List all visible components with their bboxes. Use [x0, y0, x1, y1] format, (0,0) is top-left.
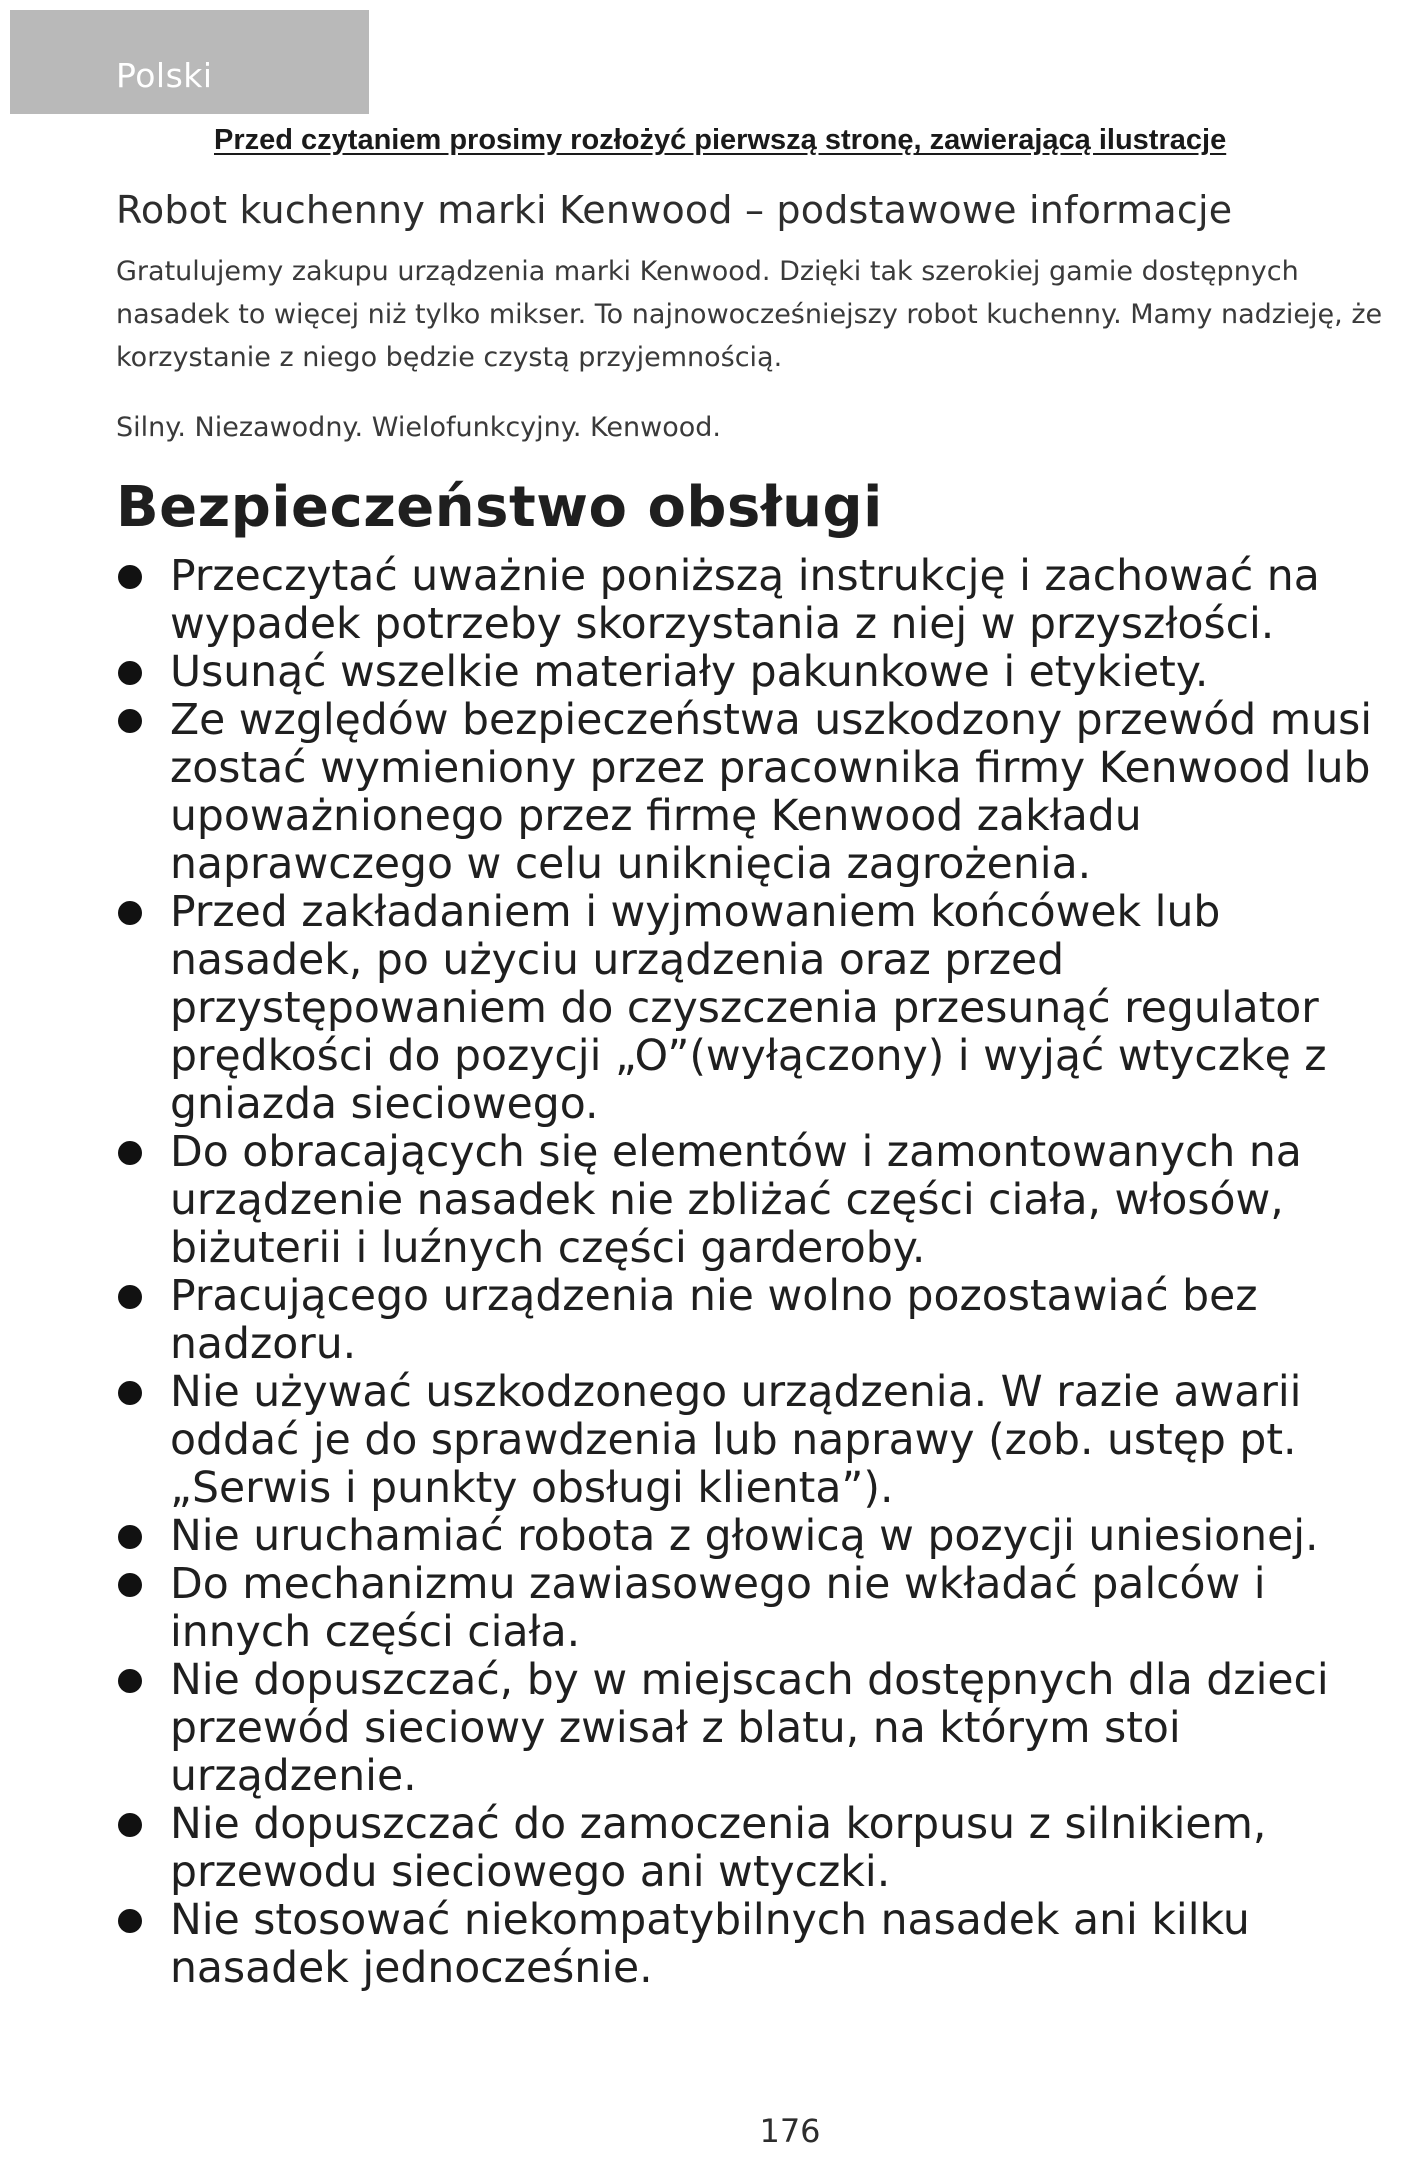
- safety-item: [116, 1801, 1406, 1897]
- bullet-icon: [118, 1285, 142, 1309]
- safety-item-text: Ze względów bezpieczeństwa uszkodzony przewód musi zostać wymieniony przez pracownika firmy Kenwood lub upoważnionego przez firmę Kenwood zakładu naprawczego w celu uniknięcia zagrożenia.: [170, 696, 1373, 889]
- page-number: 176: [759, 2112, 821, 2150]
- bullet-icon: [118, 1381, 142, 1405]
- intro-paragraph: Gratulujemy zakupu urządzenia marki Kenwood. Dzięki tak szerokiej gamie dostępnych nasadek to więcej niż tylko mikser. To najnowocześniejszy robot kuchenny. Mamy nadzieję, że korzystanie z niego będzie czystą przyjemnością.: [116, 256, 1383, 373]
- bullet-icon: [118, 709, 142, 733]
- safety-item-text: Nie stosować niekompatybilnych nasadek ani kilku nasadek jednocześnie.: [170, 1896, 1250, 1993]
- bullet-icon: [118, 661, 142, 685]
- safety-item: [116, 1657, 1406, 1801]
- safety-item-text: Pracującego urządzenia nie wolno pozostawiać bez nadzoru.: [170, 1272, 1258, 1369]
- bullet-icon: [118, 1669, 142, 1693]
- language-tab: [10, 10, 369, 114]
- bullet-icon: [118, 901, 142, 925]
- safety-item-text: Nie uruchamiać robota z głowicą w pozycji uniesionej.: [170, 1512, 1319, 1561]
- safety-item: [116, 649, 1406, 697]
- bullet-icon: [118, 1909, 142, 1933]
- safety-heading: Bezpieczeństwo obsługi: [116, 475, 883, 540]
- safety-item-text: Przeczytać uważnie poniższą instrukcję i zachować na wypadek potrzeby skorzystania z niej w przyszłości.: [170, 552, 1320, 649]
- safety-list: [116, 553, 1406, 1993]
- fold-out-notice: Przed czytaniem prosimy rozłożyć pierwszą stronę, zawierającą ilustracje: [214, 124, 1227, 156]
- safety-item: [116, 1273, 1406, 1369]
- safety-item: [116, 1561, 1406, 1657]
- safety-item-text: Usunąć wszelkie materiały pakunkowe i etykiety.: [170, 648, 1209, 697]
- bullet-icon: [118, 1573, 142, 1597]
- language-label: Polski: [116, 56, 213, 95]
- tagline: Silny. Niezawodny. Wielofunkcyjny. Kenwood.: [116, 412, 721, 443]
- safety-item-text: Nie dopuszczać, by w miejscach dostępnych dla dzieci przewód sieciowy zwisał z blatu, na którym stoi urządzenie.: [170, 1656, 1329, 1801]
- safety-item: [116, 889, 1406, 1129]
- bullet-icon: [118, 1141, 142, 1165]
- bullet-icon: [118, 1813, 142, 1837]
- intro-heading: Robot kuchenny marki Kenwood – podstawowe informacje: [116, 188, 1233, 232]
- bullet-icon: [118, 1525, 142, 1549]
- safety-item-text: Do mechanizmu zawiasowego nie wkładać palców i innych części ciała.: [170, 1560, 1266, 1657]
- safety-item: [116, 1369, 1406, 1513]
- bullet-icon: [118, 565, 142, 589]
- safety-item-text: Do obracających się elementów i zamontowanych na urządzenie nasadek nie zbliżać części ciała, włosów, biżuterii i luźnych części garderoby.: [170, 1128, 1302, 1273]
- safety-item-text: Przed zakładaniem i wyjmowaniem końcówek lub nasadek, po użyciu urządzenia oraz przed przystępowaniem do czyszczenia przesunąć regulator prędkości do pozycji „O”(wyłączony) i wyjąć wtyczkę z gniazda sieciowego.: [170, 888, 1327, 1129]
- safety-item: [116, 1129, 1406, 1273]
- safety-item: [116, 1513, 1406, 1561]
- safety-item-text: Nie dopuszczać do zamoczenia korpusu z silnikiem, przewodu sieciowego ani wtyczki.: [170, 1800, 1267, 1897]
- safety-item: [116, 1897, 1406, 1993]
- safety-item: [116, 553, 1406, 649]
- safety-item-text: Nie używać uszkodzonego urządzenia. W razie awarii oddać je do sprawdzenia lub naprawy (zob. ustęp pt. „Serwis i punkty obsługi klienta”).: [170, 1368, 1302, 1513]
- safety-item: [116, 697, 1406, 889]
